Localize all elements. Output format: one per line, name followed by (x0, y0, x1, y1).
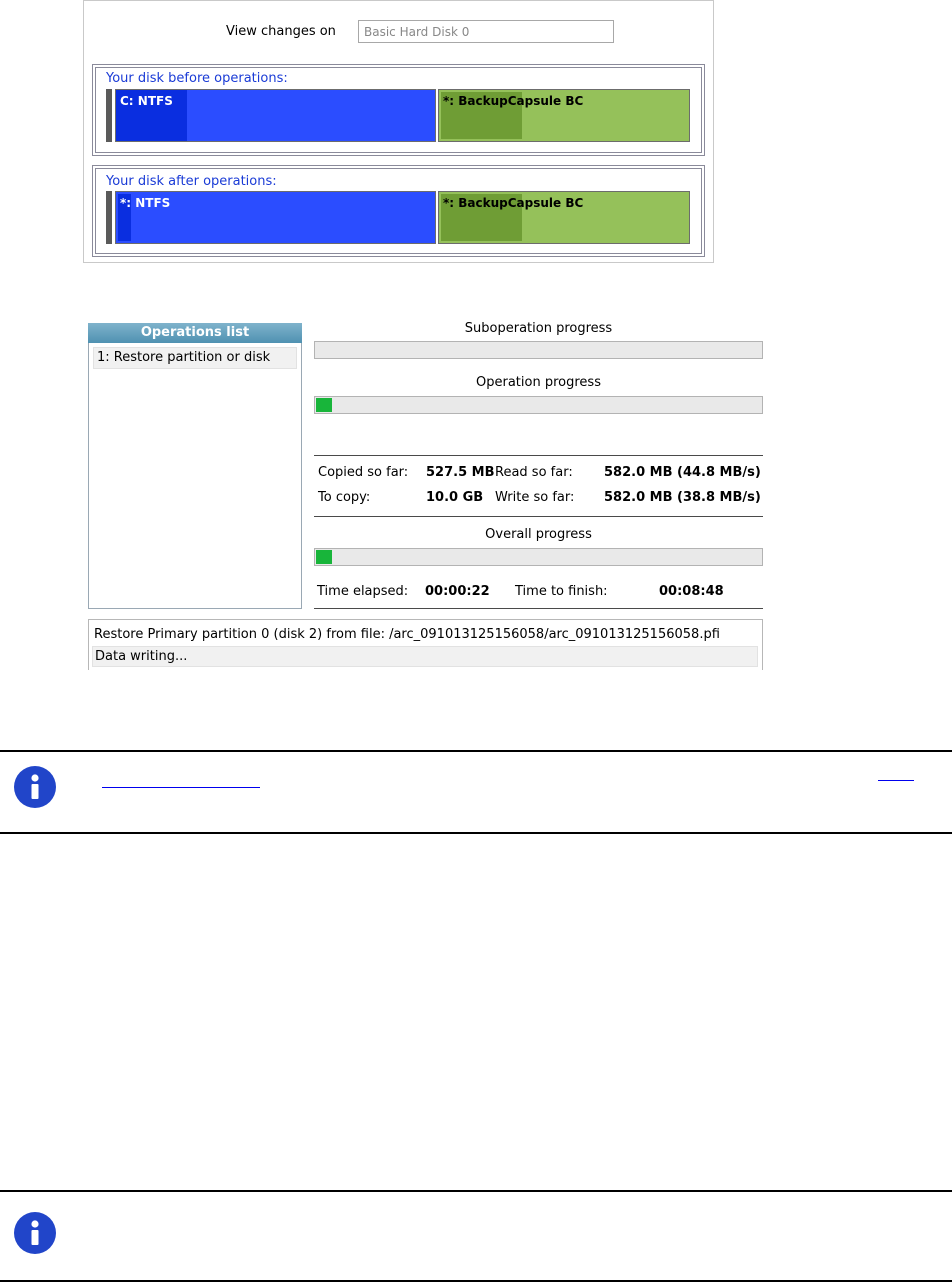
crop-edge (0, 670, 952, 690)
suboperation-progress-bar (314, 341, 763, 359)
disk-after-caption: Your disk after operations: (106, 174, 277, 189)
copied-label: Copied so far: (318, 465, 409, 480)
disk-after-unallocated (106, 191, 112, 244)
note-top-rule (0, 750, 952, 752)
suboperation-progress-label: Suboperation progress (464, 321, 613, 336)
note-top-rule (0, 1190, 952, 1192)
log-line-selected: Data writing... (92, 646, 758, 667)
partition-label: *: BackupCapsule BC (443, 196, 584, 210)
progress-fill (316, 398, 332, 412)
partition-label: *: NTFS (120, 196, 171, 210)
overall-progress-label: Overall progress (485, 527, 592, 542)
operation-progress-label: Operation progress (476, 375, 601, 390)
disk-before-caption: Your disk before operations: (106, 71, 288, 86)
view-changes-label: View changes on (226, 24, 336, 39)
read-label: Read so far: (495, 465, 573, 480)
disk-after-partition-ntfs[interactable] (115, 191, 436, 244)
disk-before-partition-capsule[interactable] (438, 89, 690, 142)
info-icon (13, 765, 57, 809)
info-icon (13, 1211, 57, 1255)
note-bottom-rule (0, 1280, 952, 1282)
read-value: 582.0 MB (44.8 MB/s) (604, 465, 761, 480)
to-copy-label: To copy: (318, 490, 371, 505)
view-changes-select[interactable]: Basic Hard Disk 0 (358, 20, 614, 43)
operation-progress-bar (314, 396, 763, 414)
operations-list-item[interactable]: 1: Restore partition or disk (93, 347, 297, 369)
partition-label: C: NTFS (120, 94, 173, 108)
divider (314, 516, 763, 517)
to-copy-value: 10.0 GB (426, 490, 484, 505)
elapsed-label: Time elapsed: (317, 584, 409, 599)
elapsed-value: 00:00:22 (425, 584, 490, 599)
disk-before-partition-ntfs[interactable] (115, 89, 436, 142)
write-value: 582.0 MB (38.8 MB/s) (604, 490, 761, 505)
note-bottom-rule (0, 832, 952, 834)
copied-value: 527.5 MB (426, 465, 495, 480)
disk-after-partition-capsule[interactable] (438, 191, 690, 244)
partition-label: *: BackupCapsule BC (443, 94, 584, 108)
finish-label: Time to finish: (515, 584, 608, 599)
write-label: Write so far: (495, 490, 575, 505)
progress-fill (316, 550, 332, 564)
overall-progress-bar (314, 548, 763, 566)
operations-list-header: Operations list (88, 323, 302, 343)
disk-before-unallocated (106, 89, 112, 142)
link-underline[interactable] (102, 787, 260, 788)
finish-value: 00:08:48 (659, 584, 724, 599)
log-line: Restore Primary partition 0 (disk 2) from file: /arc_091013125156058/arc_091013125156058.pfi (94, 627, 720, 642)
divider (314, 455, 763, 456)
link-underline[interactable] (878, 780, 914, 781)
divider (314, 608, 763, 609)
